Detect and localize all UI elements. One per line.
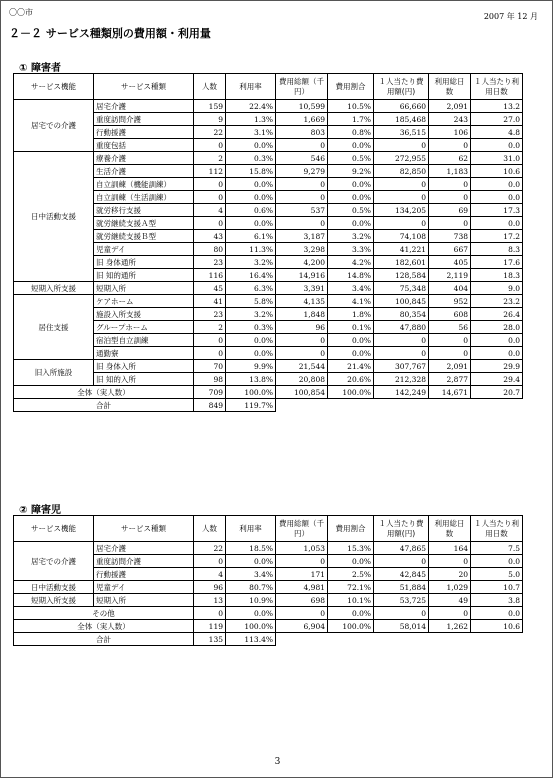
value-cell: 0.0 [471, 347, 523, 360]
value-cell: 16.4% [226, 269, 276, 282]
value-cell: 4,200 [276, 256, 328, 269]
value-cell: 5.8% [226, 295, 276, 308]
value-cell: 0.0% [226, 178, 276, 191]
value-cell: 9.2% [328, 165, 374, 178]
value-cell: 3,187 [276, 230, 328, 243]
value-cell: 0 [276, 555, 328, 568]
value-cell: 2,877 [429, 373, 471, 386]
value-cell: 5.0 [471, 568, 523, 581]
value-cell: 0.3% [226, 152, 276, 165]
value-cell: 21.4% [328, 360, 374, 373]
value-cell: 96 [194, 581, 226, 594]
value-cell: 18.3 [471, 269, 523, 282]
value-cell: 70 [194, 360, 226, 373]
value-cell: 0.0% [328, 191, 374, 204]
value-cell: 28.0 [471, 321, 523, 334]
value-cell: 2 [194, 321, 226, 334]
value-cell: 13.2 [471, 100, 523, 113]
value-cell: 10.5% [328, 100, 374, 113]
service-type-cell: 居宅介護 [94, 542, 194, 555]
total-value-cell: 100.0% [328, 386, 374, 399]
value-cell: 17.6 [471, 256, 523, 269]
value-cell: 0 [194, 555, 226, 568]
value-cell: 0.0% [226, 334, 276, 347]
value-cell: 3.2% [226, 308, 276, 321]
value-cell: 3.3% [328, 243, 374, 256]
value-cell: 22.4% [226, 100, 276, 113]
header-row [14, 74, 523, 100]
value-cell: 2,119 [429, 269, 471, 282]
children-table [13, 515, 523, 646]
service-type-cell: 旧 知的通所 [94, 269, 194, 282]
value-cell: 21,544 [276, 360, 328, 373]
service-type-cell: 重度包括 [94, 139, 194, 152]
value-cell: 0 [276, 139, 328, 152]
value-cell: 116 [194, 269, 226, 282]
value-cell: 0 [429, 334, 471, 347]
service-type-cell: 療養介護 [94, 152, 194, 165]
value-cell: 0.0% [226, 217, 276, 230]
value-cell: 41,221 [374, 243, 429, 256]
value-cell: 0 [374, 139, 429, 152]
table-row [14, 581, 523, 594]
value-cell: 112 [194, 165, 226, 178]
value-cell: 272,955 [374, 152, 429, 165]
value-cell: 0 [374, 191, 429, 204]
value-cell: 1.7% [328, 113, 374, 126]
value-cell: 182,601 [374, 256, 429, 269]
other-row [14, 607, 523, 620]
value-cell: 17.3 [471, 204, 523, 217]
service-type-cell: 就労継続支援Ａ型 [94, 217, 194, 230]
value-cell: 27.0 [471, 113, 523, 126]
total-value-cell: 58,014 [374, 620, 429, 633]
sum-row [14, 633, 523, 646]
value-cell: 1,183 [429, 165, 471, 178]
section-heading-adults: ① 障害者 [19, 63, 61, 74]
value-cell: 1,669 [276, 113, 328, 126]
column-header-cost_per: １人当たり費用額(円) [374, 74, 429, 100]
value-cell: 13 [194, 594, 226, 607]
value-cell: 0 [374, 607, 429, 620]
total-value-cell: 6,904 [276, 620, 328, 633]
value-cell: 3.4% [226, 568, 276, 581]
column-header-days: 利用総日数 [429, 516, 471, 542]
value-cell: 0 [374, 347, 429, 360]
service-type-cell: 児童デイ [94, 581, 194, 594]
value-cell: 404 [429, 282, 471, 295]
value-cell: 159 [194, 100, 226, 113]
value-cell: 69 [429, 204, 471, 217]
service-type-cell: 行動援護 [94, 568, 194, 581]
sum-value-cell: 113.4% [226, 633, 276, 646]
value-cell: 23 [194, 308, 226, 321]
value-cell: 3.4% [328, 282, 374, 295]
value-cell: 11.3% [226, 243, 276, 256]
service-type-cell: 生活介護 [94, 165, 194, 178]
value-cell: 0.0 [471, 191, 523, 204]
total-value-cell: 10.6 [471, 620, 523, 633]
total-value-cell: 20.7 [471, 386, 523, 399]
service-type-cell: 居宅介護 [94, 100, 194, 113]
column-header-type: サービス種類 [94, 516, 194, 542]
value-cell: 106 [429, 126, 471, 139]
value-cell: 0.0 [471, 217, 523, 230]
value-cell: 22 [194, 126, 226, 139]
value-cell: 0 [276, 178, 328, 191]
value-cell: 803 [276, 126, 328, 139]
service-function-cell: 居宅での介護 [14, 100, 94, 152]
value-cell: 0.0% [328, 217, 374, 230]
value-cell: 6.1% [226, 230, 276, 243]
table-row [14, 542, 523, 555]
blank-cell [276, 399, 523, 412]
service-type-cell: 自立訓練（生活訓練） [94, 191, 194, 204]
value-cell: 0.5% [328, 152, 374, 165]
column-header-days_per: １人当たり利用日数 [471, 74, 523, 100]
column-header-rate: 利用率 [226, 74, 276, 100]
value-cell: 13.8% [226, 373, 276, 386]
value-cell: 3,391 [276, 282, 328, 295]
value-cell: 4 [194, 568, 226, 581]
value-cell: 9 [194, 113, 226, 126]
value-cell: 82,850 [374, 165, 429, 178]
value-cell: 56 [429, 321, 471, 334]
value-cell: 10.7 [471, 581, 523, 594]
value-cell: 738 [429, 230, 471, 243]
value-cell: 22 [194, 542, 226, 555]
table-row [14, 295, 523, 308]
value-cell: 9.9% [226, 360, 276, 373]
value-cell: 0.0% [226, 607, 276, 620]
value-cell: 100,845 [374, 295, 429, 308]
value-cell: 10.1% [328, 594, 374, 607]
value-cell: 0.0% [328, 347, 374, 360]
value-cell: 0.0% [226, 139, 276, 152]
value-cell: 0 [194, 607, 226, 620]
value-cell: 0 [429, 555, 471, 568]
value-cell: 307,767 [374, 360, 429, 373]
service-type-cell: 重度訪問介護 [94, 555, 194, 568]
value-cell: 75,348 [374, 282, 429, 295]
total-value-cell: 709 [194, 386, 226, 399]
total-value-cell: 14,671 [429, 386, 471, 399]
total-label: 全体（実人数） [14, 620, 194, 633]
value-cell: 0.0% [328, 555, 374, 568]
value-cell: 41 [194, 295, 226, 308]
column-header-cost_per: １人当たり費用額(円) [374, 516, 429, 542]
column-header-cost: 費用総額（千円） [276, 516, 328, 542]
value-cell: 243 [429, 113, 471, 126]
value-cell: 608 [429, 308, 471, 321]
total-value-cell: 100.0% [226, 386, 276, 399]
service-type-cell: 自立訓練（機能訓練） [94, 178, 194, 191]
value-cell: 0.5% [328, 204, 374, 217]
service-type-cell: 宿泊型自立訓練 [94, 334, 194, 347]
sum-value-cell: 119.7% [226, 399, 276, 412]
total-value-cell: 142,249 [374, 386, 429, 399]
value-cell: 2,091 [429, 100, 471, 113]
value-cell: 9.0 [471, 282, 523, 295]
other-label: その他 [14, 607, 194, 620]
value-cell: 3.2% [328, 230, 374, 243]
column-header-share: 費用割合 [328, 74, 374, 100]
value-cell: 0.0% [328, 178, 374, 191]
value-cell: 3,298 [276, 243, 328, 256]
value-cell: 14.8% [328, 269, 374, 282]
value-cell: 4 [194, 204, 226, 217]
value-cell: 0.1% [328, 321, 374, 334]
service-type-cell: グループホーム [94, 321, 194, 334]
value-cell: 47,865 [374, 542, 429, 555]
value-cell: 0 [194, 347, 226, 360]
service-type-cell: ケアホーム [94, 295, 194, 308]
value-cell: 952 [429, 295, 471, 308]
service-type-cell: 施設入所支援 [94, 308, 194, 321]
sum-label: 合計 [14, 399, 194, 412]
value-cell: 14,916 [276, 269, 328, 282]
value-cell: 0.0% [328, 334, 374, 347]
blank-cell [276, 633, 523, 646]
service-type-cell: 児童デイ [94, 243, 194, 256]
value-cell: 47,880 [374, 321, 429, 334]
value-cell: 0 [429, 607, 471, 620]
value-cell: 80,354 [374, 308, 429, 321]
value-cell: 45 [194, 282, 226, 295]
value-cell: 0 [276, 217, 328, 230]
value-cell: 0.0% [226, 191, 276, 204]
service-type-cell: 通勤寮 [94, 347, 194, 360]
value-cell: 3.2% [226, 256, 276, 269]
value-cell: 98 [194, 373, 226, 386]
header-row [14, 516, 523, 542]
service-type-cell: 就労継続支援Ｂ型 [94, 230, 194, 243]
value-cell: 128,584 [374, 269, 429, 282]
value-cell: 0 [276, 607, 328, 620]
value-cell: 0.0 [471, 607, 523, 620]
total-row [14, 620, 523, 633]
value-cell: 51,884 [374, 581, 429, 594]
value-cell: 0.0% [328, 139, 374, 152]
value-cell: 20 [429, 568, 471, 581]
column-header-cost: 費用総額（千円） [276, 74, 328, 100]
value-cell: 0.0 [471, 139, 523, 152]
value-cell: 0 [429, 347, 471, 360]
value-cell: 7.5 [471, 542, 523, 555]
total-value-cell: 100.0% [328, 620, 374, 633]
value-cell: 62 [429, 152, 471, 165]
value-cell: 80.7% [226, 581, 276, 594]
value-cell: 8.3 [471, 243, 523, 256]
value-cell: 4.1% [328, 295, 374, 308]
value-cell: 1,029 [429, 581, 471, 594]
table-row [14, 152, 523, 165]
value-cell: 1,848 [276, 308, 328, 321]
service-function-cell: 居住支援 [14, 295, 94, 360]
value-cell: 0 [194, 139, 226, 152]
adults-table [13, 73, 523, 412]
value-cell: 0 [374, 334, 429, 347]
value-cell: 0.0 [471, 555, 523, 568]
value-cell: 4,981 [276, 581, 328, 594]
value-cell: 2,091 [429, 360, 471, 373]
value-cell: 31.0 [471, 152, 523, 165]
value-cell: 0.0% [226, 555, 276, 568]
value-cell: 20.6% [328, 373, 374, 386]
total-value-cell: 119 [194, 620, 226, 633]
value-cell: 667 [429, 243, 471, 256]
value-cell: 0 [429, 217, 471, 230]
table-row [14, 594, 523, 607]
section-heading-children: ② 障害児 [19, 505, 61, 516]
table-row [14, 282, 523, 295]
value-cell: 2.5% [328, 568, 374, 581]
service-function-cell: 短期入所支援 [14, 594, 94, 607]
value-cell: 0 [194, 178, 226, 191]
total-row [14, 386, 523, 399]
value-cell: 0.6% [226, 204, 276, 217]
value-cell: 0 [374, 555, 429, 568]
value-cell: 546 [276, 152, 328, 165]
value-cell: 405 [429, 256, 471, 269]
service-type-cell: 旧 身体入所 [94, 360, 194, 373]
value-cell: 3.1% [226, 126, 276, 139]
value-cell: 698 [276, 594, 328, 607]
sum-value-cell: 135 [194, 633, 226, 646]
service-type-cell: 旧 知的入所 [94, 373, 194, 386]
value-cell: 1,053 [276, 542, 328, 555]
column-header-persons: 人数 [194, 516, 226, 542]
value-cell: 164 [429, 542, 471, 555]
value-cell: 4,135 [276, 295, 328, 308]
value-cell: 0 [374, 217, 429, 230]
value-cell: 0.3% [226, 321, 276, 334]
value-cell: 53,725 [374, 594, 429, 607]
value-cell: 0 [429, 191, 471, 204]
value-cell: 4.8 [471, 126, 523, 139]
value-cell: 17.2 [471, 230, 523, 243]
value-cell: 3.8 [471, 594, 523, 607]
value-cell: 96 [276, 321, 328, 334]
value-cell: 15.3% [328, 542, 374, 555]
value-cell: 0 [276, 334, 328, 347]
table-row [14, 100, 523, 113]
value-cell: 0 [429, 139, 471, 152]
value-cell: 1.3% [226, 113, 276, 126]
value-cell: 185,468 [374, 113, 429, 126]
service-type-cell: 重度訪問介護 [94, 113, 194, 126]
value-cell: 43 [194, 230, 226, 243]
total-value-cell: 100,854 [276, 386, 328, 399]
value-cell: 66,660 [374, 100, 429, 113]
value-cell: 29.9 [471, 360, 523, 373]
value-cell: 0 [276, 191, 328, 204]
table-row [14, 360, 523, 373]
column-header-rate: 利用率 [226, 516, 276, 542]
service-type-cell: 行動援護 [94, 126, 194, 139]
value-cell: 0 [194, 191, 226, 204]
total-value-cell: 100.0% [226, 620, 276, 633]
service-function-cell: 旧入所施設 [14, 360, 94, 386]
value-cell: 537 [276, 204, 328, 217]
total-value-cell: 1,262 [429, 620, 471, 633]
value-cell: 0 [374, 178, 429, 191]
value-cell: 9,279 [276, 165, 328, 178]
value-cell: 0 [429, 178, 471, 191]
value-cell: 10.6 [471, 165, 523, 178]
value-cell: 0 [194, 334, 226, 347]
value-cell: 2 [194, 152, 226, 165]
value-cell: 0.0% [328, 607, 374, 620]
service-function-cell: 日中活動支援 [14, 581, 94, 594]
value-cell: 0 [194, 217, 226, 230]
sum-row [14, 399, 523, 412]
column-header-func: サービス機能 [14, 516, 94, 542]
value-cell: 6.3% [226, 282, 276, 295]
value-cell: 171 [276, 568, 328, 581]
value-cell: 49 [429, 594, 471, 607]
column-header-persons: 人数 [194, 74, 226, 100]
value-cell: 20,808 [276, 373, 328, 386]
value-cell: 10,599 [276, 100, 328, 113]
value-cell: 10.9% [226, 594, 276, 607]
value-cell: 134,205 [374, 204, 429, 217]
value-cell: 1.8% [328, 308, 374, 321]
service-function-cell: 居宅での介護 [14, 542, 94, 581]
page-number: 3 [274, 757, 281, 767]
value-cell: 23 [194, 256, 226, 269]
value-cell: 4.2% [328, 256, 374, 269]
value-cell: 42,845 [374, 568, 429, 581]
sum-label: 合計 [14, 633, 194, 646]
value-cell: 212,328 [374, 373, 429, 386]
value-cell: 0.8% [328, 126, 374, 139]
column-header-type: サービス種類 [94, 74, 194, 100]
service-type-cell: 短期入所 [94, 282, 194, 295]
city-name: 〇〇市 [9, 8, 33, 17]
column-header-days_per: １人当たり利用日数 [471, 516, 523, 542]
report-date: 2007 年 12 月 [483, 12, 538, 21]
column-header-func: サービス機能 [14, 74, 94, 100]
value-cell: 26.4 [471, 308, 523, 321]
column-header-days: 利用総日数 [429, 74, 471, 100]
service-function-cell: 短期入所支援 [14, 282, 94, 295]
value-cell: 0.0 [471, 178, 523, 191]
service-type-cell: 就労移行支援 [94, 204, 194, 217]
service-type-cell: 短期入所 [94, 594, 194, 607]
service-function-cell: 日中活動支援 [14, 152, 94, 282]
value-cell: 0.0% [226, 347, 276, 360]
page-title: ２－２ サービス種類別の費用額・利用量 [9, 27, 211, 40]
value-cell: 0 [276, 347, 328, 360]
sum-value-cell: 849 [194, 399, 226, 412]
total-label: 全体（実人数） [14, 386, 194, 399]
value-cell: 74,108 [374, 230, 429, 243]
column-header-share: 費用割合 [328, 516, 374, 542]
value-cell: 72.1% [328, 581, 374, 594]
value-cell: 36,515 [374, 126, 429, 139]
value-cell: 29.4 [471, 373, 523, 386]
value-cell: 18.5% [226, 542, 276, 555]
service-type-cell: 旧 身体通所 [94, 256, 194, 269]
value-cell: 0.0 [471, 334, 523, 347]
value-cell: 23.2 [471, 295, 523, 308]
value-cell: 80 [194, 243, 226, 256]
value-cell: 15.8% [226, 165, 276, 178]
